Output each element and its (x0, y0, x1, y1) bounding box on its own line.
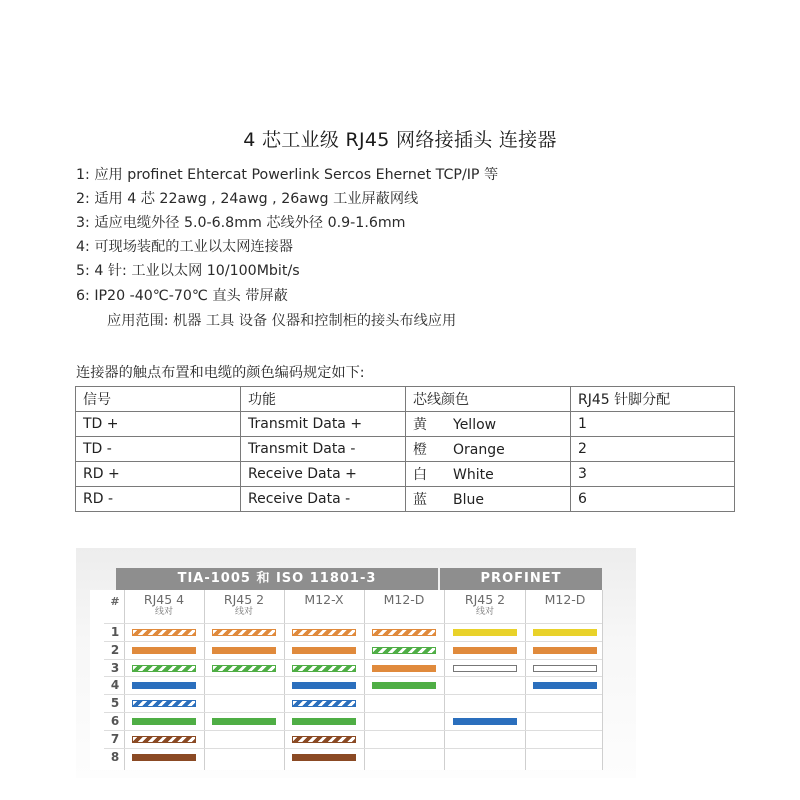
color-en: Blue (453, 492, 484, 508)
function-cell: Receive Data + (241, 462, 406, 487)
row-number-header: # (110, 595, 120, 608)
wire-swatch-stripe-blue (292, 700, 356, 707)
row-divider (104, 748, 602, 749)
row-divider (104, 659, 602, 660)
header-function: 功能 (241, 387, 406, 412)
row-number: 5 (110, 696, 120, 711)
header-signal: 信号 (76, 387, 241, 412)
row-number: 4 (110, 678, 120, 693)
column-header (283, 593, 365, 606)
wire-swatch-stripe-blue (132, 700, 196, 707)
column-header (363, 593, 445, 606)
color-code-grid (90, 590, 602, 770)
function-cell: Receive Data - (241, 487, 406, 512)
row-divider (104, 676, 602, 677)
column-name: RJ45 2 (223, 592, 265, 607)
column-name: M12-D (544, 592, 586, 607)
wire-swatch-stripe-orange (372, 629, 436, 636)
wire-swatch-solid-green (292, 718, 356, 725)
wire-swatch-solid-orange (533, 647, 597, 654)
row-number: 3 (110, 660, 120, 675)
wire-swatch-solid-blue (292, 682, 356, 689)
grid-divider (364, 590, 365, 770)
spec-item-4: 4: 可现场装配的工业以太网连接器 (76, 239, 293, 255)
wire-swatch-stripe-orange (292, 629, 356, 636)
table-row (76, 462, 735, 487)
color-cn: 黄 (413, 417, 427, 433)
signal-cell: RD + (76, 462, 241, 487)
color-cn: 蓝 (413, 492, 427, 508)
pin-cell: 1 (571, 412, 735, 437)
wire-swatch-solid-blue (453, 718, 517, 725)
column-name: M12-X (304, 592, 344, 607)
row-divider (104, 694, 602, 695)
spec-item-5: 5: 4 针: 工业以太网 10/100Mbit/s (76, 263, 300, 279)
wire-swatch-stripe-brown (292, 736, 356, 743)
signal-cell: TD + (76, 412, 241, 437)
color-cell (406, 437, 571, 462)
table-caption: 连接器的触点布置和电缆的颜色编码规定如下: (76, 365, 365, 381)
wire-swatch-solid-white (453, 665, 517, 672)
color-cell (406, 462, 571, 487)
column-subtitle: 线对 (234, 607, 253, 617)
wire-swatch-solid-orange (372, 665, 436, 672)
signal-cell: RD - (76, 487, 241, 512)
pin-cell: 3 (571, 462, 735, 487)
header-pin: RJ45 针脚分配 (571, 387, 735, 412)
wire-swatch-stripe-green (372, 647, 436, 654)
group-header-profinet: PROFINET (440, 568, 602, 590)
signal-cell: TD - (76, 437, 241, 462)
pin-cell: 2 (571, 437, 735, 462)
wire-swatch-solid-yellow (533, 629, 597, 636)
table-row (76, 437, 735, 462)
wire-swatch-solid-blue (533, 682, 597, 689)
row-divider (104, 712, 602, 713)
wire-swatch-solid-green (212, 718, 276, 725)
spec-item-3: 3: 适应电缆外径 5.0-6.8mm 芯线外径 0.9-1.6mm (76, 215, 406, 231)
table-row (76, 487, 735, 512)
wire-swatch-solid-white (533, 665, 597, 672)
wire-swatch-stripe-green (292, 665, 356, 672)
wire-swatch-solid-brown (292, 754, 356, 761)
column-header (203, 593, 285, 619)
wire-swatch-solid-orange (453, 647, 517, 654)
row-divider (104, 623, 602, 624)
column-header (123, 593, 205, 619)
pin-cell: 6 (571, 487, 735, 512)
column-header (444, 593, 526, 619)
wire-swatch-solid-orange (212, 647, 276, 654)
row-divider (104, 641, 602, 642)
wire-swatch-stripe-orange (212, 629, 276, 636)
row-number: 8 (110, 749, 120, 764)
wire-swatch-solid-green (372, 682, 436, 689)
color-en: Orange (453, 442, 505, 458)
wire-swatch-solid-orange (292, 647, 356, 654)
color-cell (406, 412, 571, 437)
wire-swatch-stripe-green (132, 665, 196, 672)
color-cn: 白 (413, 467, 427, 483)
wire-swatch-solid-green (132, 718, 196, 725)
color-en: Yellow (453, 417, 497, 433)
column-name: M12-D (383, 592, 425, 607)
application-range: 应用范围: 机器 工具 设备 仪器和控制柜的接头布线应用 (107, 313, 457, 329)
column-subtitle: 线对 (154, 607, 173, 617)
wire-color-code-figure (76, 548, 636, 770)
table-row (76, 412, 735, 437)
function-cell: Transmit Data + (241, 412, 406, 437)
wire-swatch-solid-brown (132, 754, 196, 761)
row-number: 6 (110, 714, 120, 728)
column-header (524, 593, 606, 606)
spec-item-1: 1: 应用 profinet Ehtercat Powerlink Sercos Ehernet TCP/IP 等 (76, 167, 499, 183)
page-title: 4 芯工业级 RJ45 网络接插头 连接器 (243, 129, 557, 151)
spec-item-6: 6: IP20 -40℃-70℃ 直头 带屏蔽 (76, 288, 288, 304)
row-number: 2 (110, 642, 120, 657)
header-wire-color: 芯线颜色 (406, 387, 571, 412)
wire-swatch-solid-orange (132, 647, 196, 654)
wire-swatch-stripe-brown (132, 736, 196, 743)
wire-swatch-solid-yellow (453, 629, 517, 636)
function-cell: Transmit Data - (241, 437, 406, 462)
pin-assignment-table (75, 386, 735, 512)
wire-swatch-solid-blue (132, 682, 196, 689)
column-name: RJ45 2 (464, 592, 506, 607)
column-name: RJ45 4 (143, 592, 185, 607)
group-header-tia: TIA-1005 和 ISO 11801-3 (116, 568, 438, 590)
color-cell (406, 487, 571, 512)
row-number: 1 (110, 625, 120, 639)
wire-swatch-stripe-green (212, 665, 276, 672)
grid-divider (602, 590, 603, 770)
column-subtitle: 线对 (475, 607, 494, 617)
wire-swatch-stripe-orange (132, 629, 196, 636)
color-en: White (453, 467, 494, 483)
row-divider (104, 730, 602, 731)
color-cn: 橙 (413, 442, 427, 458)
spec-item-2: 2: 适用 4 芯 22awg , 24awg , 26awg 工业屏蔽网线 (76, 191, 419, 207)
table-header-row (76, 387, 735, 412)
row-number: 7 (110, 731, 120, 746)
